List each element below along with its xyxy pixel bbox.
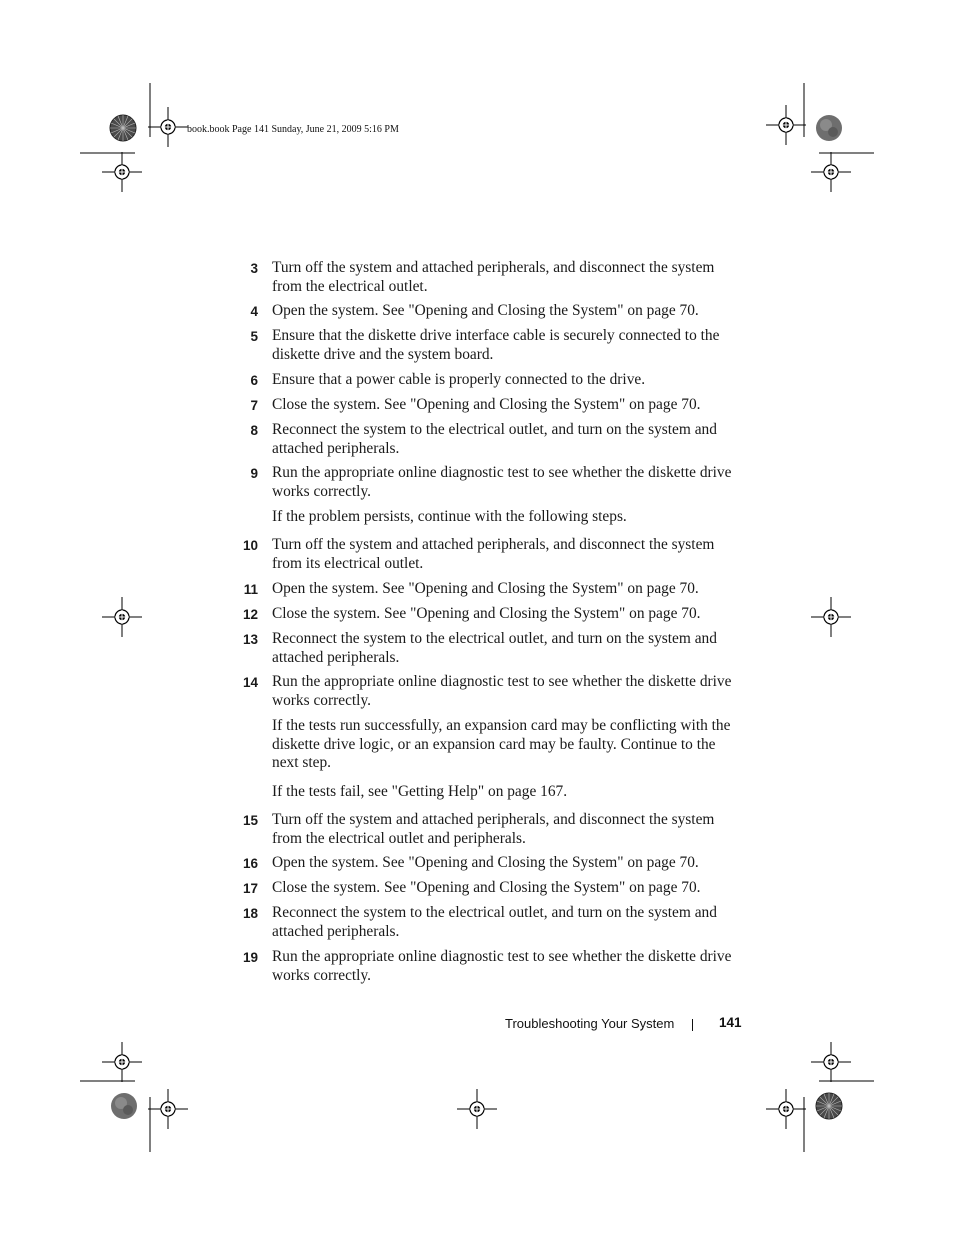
step-text: Reconnect the system to the electrical outlet, and turn on the system and attached peripherals. — [272, 630, 717, 666]
step-text: Reconnect the system to the electrical outlet, and turn on the system and attached peripherals. — [272, 904, 717, 940]
step-4 — [240, 302, 740, 321]
step-number: 5 — [250, 329, 258, 344]
step-text: Run the appropriate online diagnostic test to see whether the diskette drive works correctly. — [272, 948, 732, 984]
step-number: 11 — [243, 582, 258, 597]
step-text: Close the system. See "Opening and Closing the System" on page 70. — [272, 605, 701, 622]
step-text: Open the system. See "Opening and Closing the System" on page 70. — [272, 580, 699, 597]
step-number: 13 — [242, 632, 258, 647]
step-text: Turn off the system and attached peripherals, and disconnect the system from the electrical outlet and peripherals. — [272, 811, 715, 847]
note-tests-fail: If the tests fail, see "Getting Help" on page 167. — [272, 783, 568, 800]
step-number: 18 — [242, 906, 258, 921]
step-7 — [240, 396, 740, 415]
step-number: 9 — [250, 466, 258, 481]
step-number: 16 — [242, 856, 258, 871]
step-number: 15 — [242, 813, 258, 828]
step-text: Open the system. See "Opening and Closing the System" on page 70. — [272, 302, 699, 319]
step-number: 3 — [250, 261, 258, 276]
step-text: Open the system. See "Opening and Closing the System" on page 70. — [272, 854, 699, 871]
step-text: Ensure that the diskette drive interface cable is securely connected to the diskette drive and the system board. — [272, 327, 720, 363]
note-tests-successful: If the tests run successfully, an expansion card may be conflicting with the diskette drive logic, or an expansion card may be faulty. Continue to the next step. — [272, 717, 731, 772]
step-15 — [240, 811, 740, 848]
step-text: Run the appropriate online diagnostic test to see whether the diskette drive works correctly. — [272, 464, 732, 500]
step-8 — [240, 421, 740, 458]
step-9 — [240, 464, 740, 501]
footer-section-title: Troubleshooting Your System — [505, 1016, 675, 1031]
step-number: 6 — [250, 373, 258, 388]
step-11 — [240, 580, 740, 599]
step-13 — [240, 630, 740, 667]
step-number: 19 — [242, 950, 258, 965]
step-text: Run the appropriate online diagnostic test to see whether the diskette drive works correctly. — [272, 673, 732, 709]
step-number: 10 — [242, 538, 258, 553]
step-text: Ensure that a power cable is properly connected to the drive. — [272, 371, 646, 388]
step-number: 14 — [242, 675, 258, 690]
step-10 — [240, 536, 740, 573]
footer-page-number: 141 — [719, 1015, 742, 1030]
footer-separator — [692, 1019, 693, 1031]
step-3 — [240, 259, 740, 296]
step-16 — [240, 854, 740, 873]
step-12 — [240, 605, 740, 624]
step-text: Close the system. See "Opening and Closing the System" on page 70. — [272, 879, 701, 896]
print-header-stamp: book.book Page 141 Sunday, June 21, 2009 5:16 PM — [187, 124, 399, 135]
step-number: 12 — [242, 607, 258, 622]
step-number: 8 — [250, 423, 258, 438]
step-14 — [240, 673, 740, 710]
note-problem-persists: If the problem persists, continue with the following steps. — [272, 508, 627, 525]
step-6 — [240, 371, 740, 390]
step-18 — [240, 904, 740, 941]
step-text: Reconnect the system to the electrical outlet, and turn on the system and attached peripherals. — [272, 421, 717, 457]
step-text: Turn off the system and attached peripherals, and disconnect the system from the electrical outlet. — [272, 259, 715, 295]
step-number: 17 — [242, 881, 258, 896]
step-text: Turn off the system and attached peripherals, and disconnect the system from its electrical outlet. — [272, 536, 715, 572]
step-number: 4 — [250, 304, 258, 319]
step-text: Close the system. See "Opening and Closing the System" on page 70. — [272, 396, 701, 413]
step-number: 7 — [250, 398, 258, 413]
step-17 — [240, 879, 740, 898]
step-19 — [240, 948, 740, 985]
step-5 — [240, 327, 740, 364]
